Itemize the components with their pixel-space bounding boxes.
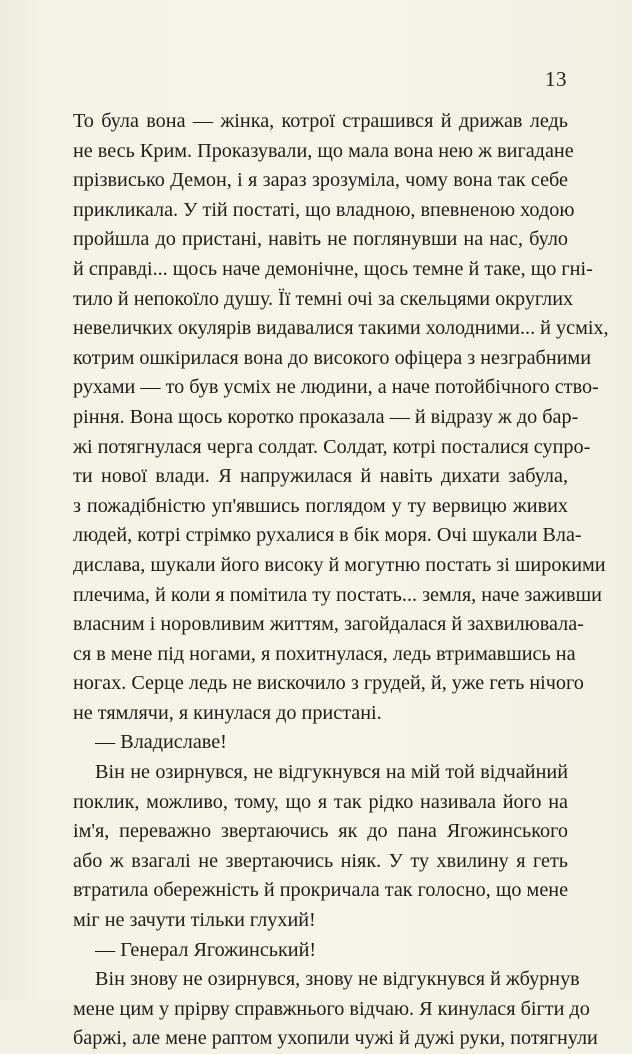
text-line: людей, котрі стрімко рухалися в бік моря. Очі шукали Вла- — [73, 524, 582, 547]
text-line: ся в мене під ногами, я похитнулася, ледь втримавшись на — [73, 642, 576, 665]
page-number: 13 — [545, 67, 567, 91]
paragraph — [73, 728, 568, 758]
text-line: ім'я, переважно звертаючись як до пана Ягожинського — [73, 820, 568, 843]
text-line: котрим ошкірилася вона до високого офіцера з незграбними — [73, 346, 592, 369]
text-line: або ж взагалі не звертаючись ніяк. У ту хвилину я геть — [73, 849, 568, 872]
text-line: не тямлячи, я кинулася до пристані. — [73, 701, 382, 724]
text-line: не весь Крим. Проказували, що мала вона нею ж вигадане — [73, 139, 574, 162]
text-line: власним і норовливим життям, загойдалася й захвилювала- — [73, 613, 584, 636]
text-line: ріння. Вона щось коротко проказала — й відразу ж до бар- — [73, 405, 579, 428]
text-line: плечима, й коли я помітила ту постать... земля, наче заживши — [73, 583, 602, 606]
text-line: То була вона — жінка, котрої страшився й дрижав ледь — [73, 110, 568, 132]
text-line: й справді... щось наче демонічне, щось темне й таке, що гні- — [73, 257, 593, 280]
text-line: — Генерал Ягожинський! — [95, 938, 317, 961]
text-line: мене цим у прірву справжнього відчаю. Я кинулася бігти до — [73, 997, 590, 1020]
text-line: ти нової влади. Я напружилася й навіть дихати забула, — [73, 465, 568, 488]
text-line: прізвисько Демон, і я зараз зрозуміла, чому вона так себе — [73, 169, 568, 192]
text-line: прикликала. У тій постаті, що владною, впевненою ходою — [73, 198, 575, 221]
text-line: тило й непокоїло душу. Її темні очі за скельцями округлих — [73, 287, 574, 310]
text-line: міг не зачути тільки глухий! — [73, 909, 316, 932]
text-line: дислава, шукали його високу й могутню постать зі широкими — [73, 553, 606, 576]
text-line: ногах. Серце ледь не вискочило з грудей, й, уже геть нічого — [73, 672, 584, 695]
paragraph — [73, 965, 598, 1054]
text-line: поклик, можливо, тому, що я так рідко називала його на — [73, 790, 568, 813]
text-line: з пожадібністю уп'явшись поглядом у ту вервицю живих — [73, 494, 568, 517]
text-line: Він знову не озирнувся, знову не відгукнувся й жбурнув — [95, 968, 580, 991]
text-line: втратила обережність й прокричала так голосно, що мене — [73, 879, 569, 902]
text-line: — Владиславе! — [95, 731, 227, 754]
paragraph — [73, 107, 609, 728]
body-text — [73, 107, 609, 1054]
text-line: рухами — то був усміх не людини, а наче потойбічного ство- — [73, 376, 599, 399]
text-line: невеличких окулярів видавалися такими холодними... й усміх, — [73, 317, 609, 340]
paragraph — [73, 758, 568, 936]
text-line: Він не озирнувся, не відгукнувся на мій той відчайний — [95, 761, 568, 784]
paragraph — [73, 936, 568, 966]
text-line: жі потягнулася черга солдат. Солдат, котрі посталися супро- — [73, 435, 591, 458]
text-line: пройшла до пристані, навіть не поглянувши на нас, було — [73, 228, 568, 251]
text-line: баржі, але мене раптом ухопили чужі й дужі руки, потягнули — [73, 1027, 598, 1050]
